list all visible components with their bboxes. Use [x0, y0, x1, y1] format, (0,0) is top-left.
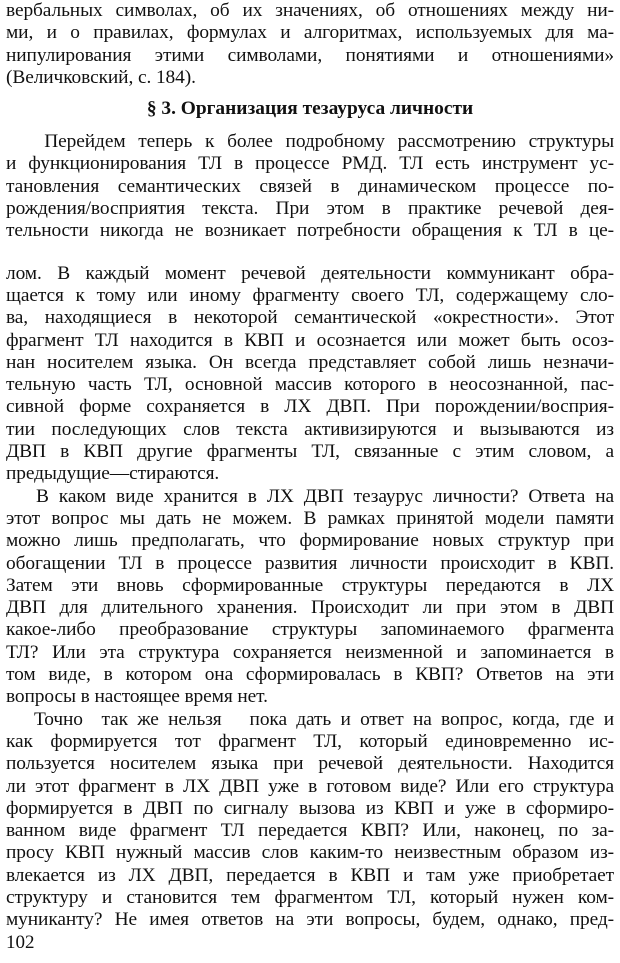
text-line: ва, находящиеся в некоторой семантической «окрестности». Этот	[6, 307, 614, 329]
paragraph-3	[6, 709, 614, 932]
text-line: Точно так же нельзя пока дать и ответ на вопрос, когда, где и	[6, 708, 614, 730]
text-line: формируется в ДВП по сигналу вызова из КВП и уже в сформиро-	[6, 797, 614, 819]
text-line: обогащении ТЛ в процессе развития личности происходит в КВП.	[6, 552, 614, 574]
text-line: фрагмент ТЛ находится в КВП и осознается или может быть осоз-	[6, 329, 614, 351]
text-line: этот вопрос мы дать не можем. В рамках принятой модели памяти	[6, 507, 614, 529]
text-line: Перейдем теперь к более подробному рассмотрению структуры	[6, 131, 614, 153]
text-line: ДВП для длительного хранения. Происходит ли при этом в ДВП	[6, 597, 614, 619]
intro-text	[6, 0, 614, 89]
text-line: какое-либо преобразование структуры запоминаемого фрагмента	[6, 619, 614, 641]
text-line: тельности никогда не возникает потребности обращения к ТЛ в це-	[6, 220, 614, 242]
paragraph-2	[6, 486, 614, 709]
text-line: ТЛ? Или эта структура сохраняется неизменной и запоминается в	[6, 641, 614, 663]
text-line: Затем эти вновь сформированные структуры передаются в ЛХ	[6, 574, 614, 596]
text-line: лом. В каждый момент речевой деятельности коммуникант обра-	[6, 262, 614, 284]
text-line: структуру и становится тем фрагментом ТЛ, который нужен ком-	[6, 886, 614, 908]
text-line: муниканту? Не имея ответов на эти вопросы, будем, однако, пред-	[6, 909, 614, 931]
text-line: тановления семантических связей в динамическом процессе по-	[6, 175, 614, 197]
text-line: ванном виде фрагмент ТЛ передается КВП? Или, наконец, по за-	[6, 820, 614, 842]
text-line: ми, и о правилах, формулах и алгоритмах, используемых для ма-	[6, 22, 614, 44]
text-line: том виде, в котором она сформировалась в КВП? Ответов на эти	[6, 664, 614, 686]
text-line: предыдущие—стираются.	[6, 463, 220, 485]
text-line: вербальных символах, об их значениях, об отношениях между ни-	[6, 0, 614, 21]
text-line: просу КВП нужный массив слов каким-то неизвестным образом из-	[6, 842, 614, 864]
text-line: сивной форме сохраняется в ЛХ ДВП. При порождении/восприя-	[6, 396, 614, 418]
text-line: вопросы в настоящее время нет.	[6, 686, 268, 708]
section-heading: § 3. Организация тезауруса личности	[146, 98, 474, 120]
text-line: ли этот фрагмент в ЛХ ДВП уже в готовом виде? Или его структура	[6, 775, 614, 797]
text-line: рождения/восприятия текста. При этом в практике речевой дея-	[6, 198, 614, 220]
text-line: как формируется тот фрагмент ТЛ, который единовременно ис-	[6, 730, 614, 752]
text-line: влекается из ЛХ ДВП, передается в КВП и там уже приобретает	[6, 864, 614, 886]
text-line: и функционирования ТЛ в процессе РМД. ТЛ есть инструмент ус-	[6, 153, 614, 175]
text-line: можно лишь предполагать, что формирование новых структур при	[6, 530, 614, 552]
page-number: 102	[6, 932, 35, 953]
text-line: В каком виде хранится в ЛХ ДВП тезаурус личности? Ответа на	[6, 485, 614, 507]
text-line: пользуется носителем языка при речевой деятельности. Находится	[6, 753, 614, 775]
text-line: нан носителем языка. Он всегда представляет собой лишь незначи-	[6, 351, 614, 373]
text-line: тельную часть ТЛ, основной массив которого в неосознанной, пас-	[6, 374, 614, 396]
text-line: ДВП в КВП другие фрагменты ТЛ, связанные с этим словом, а	[6, 441, 614, 463]
text-line: нипулирования этими символами, понятиями и отношениями»	[6, 44, 614, 66]
paragraph-1	[6, 131, 614, 485]
text-line: тии последующих слов текста активизируются и вызываются из	[6, 418, 614, 440]
text-line: (Величковский, с. 184).	[6, 66, 196, 88]
text-line: щается к тому или иному фрагменту своего ТЛ, содержащему сло-	[6, 284, 614, 306]
line-gap	[6, 243, 614, 263]
